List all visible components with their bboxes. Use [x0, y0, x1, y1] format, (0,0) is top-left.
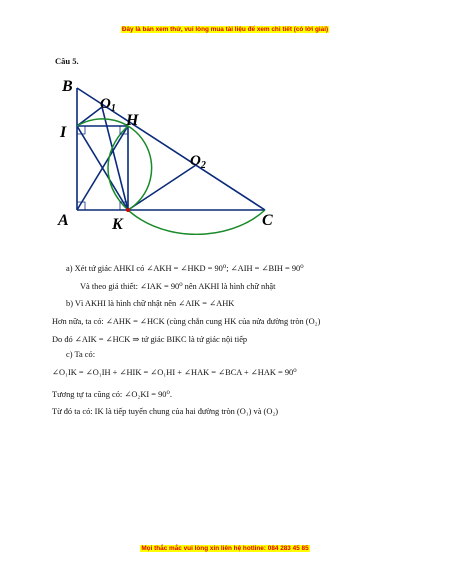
- point-k: [126, 208, 130, 212]
- solution-line-3: b) Vì AKHI là hình chữ nhật nên ∠AIK = ∠AHK: [66, 299, 235, 308]
- solution-line-1: a) Xét tứ giác AHKI có ∠AKH = ∠HKD = 90⁰; ∠AIH = ∠BIH = 90⁰: [66, 264, 304, 273]
- arc-circle-o2: [108, 126, 265, 234]
- solution-line-7: ∠O₁IK = ∠O₁IH + ∠HIK = ∠O₁HI + ∠HAK = ∠BCA + ∠HAK = 90⁰: [52, 368, 297, 377]
- question-title: Câu 5.: [55, 56, 79, 66]
- solution-line-5: Do đó ∠AIK = ∠HCK ⇒ tứ giác BIKC là tứ giác nội tiếp: [52, 335, 248, 344]
- geometry-figure: [50, 75, 290, 235]
- label-o1: $O_1$: [100, 96, 116, 114]
- segment-o2-k: [128, 165, 196, 210]
- solution-line-9: Từ đó ta có: IK là tiếp tuyến chung của hai đường tròn (O₁) và (O₂): [52, 407, 279, 416]
- label-k: K: [112, 216, 123, 233]
- label-i: I: [60, 124, 67, 141]
- bottom-hotline-banner: Mọi thắc mắc vui lòng xin liên hệ hotline: 084 283 45 85: [141, 545, 309, 552]
- label-o2: $O_2$: [190, 153, 206, 171]
- arc-circle-o1: [77, 119, 152, 210]
- solution-line-4: Hơn nữa, ta có: ∠AHK = ∠HCK (cùng chắn cung HK của nửa đường tròn (O₂): [52, 317, 321, 326]
- label-b: B: [62, 78, 73, 95]
- label-c: C: [262, 212, 273, 229]
- label-h: H: [126, 112, 139, 129]
- top-preview-banner: Đây là bản xem thử, vui lòng mua tài liệu để xem chi tiết (có lời giải): [121, 26, 329, 33]
- solution-line-2: Và theo giả thiết: ∠IAK = 90⁰ nên AKHI là hình chữ nhật: [80, 282, 276, 291]
- solution-line-6: c) Ta có:: [66, 350, 96, 359]
- label-a: A: [58, 212, 69, 229]
- solution-line-8: Tương tự ta cũng có: ∠O₂KI = 90⁰.: [52, 390, 172, 399]
